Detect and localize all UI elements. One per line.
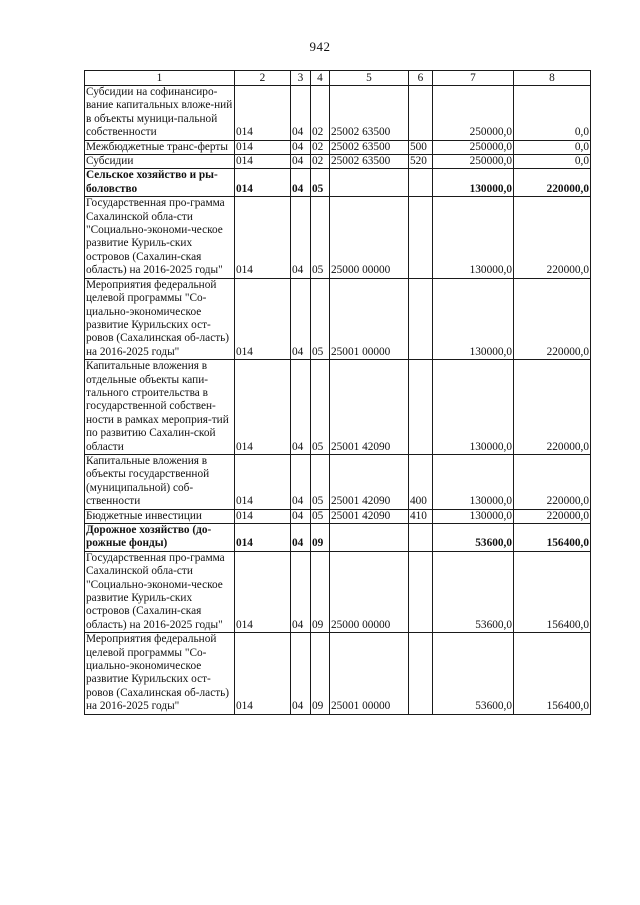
row-sum1-cell: 250000,0 <box>433 155 514 169</box>
row-pr-cell: 02 <box>311 140 330 154</box>
row-vr-cell <box>409 360 433 455</box>
row-name-cell: Межбюджетные транс-ферты <box>85 140 235 154</box>
row-sum2-cell: 156400,0 <box>514 633 591 714</box>
row-vr-cell <box>409 524 433 552</box>
row-sum2-cell: 0,0 <box>514 86 591 141</box>
row-vr-cell: 520 <box>409 155 433 169</box>
row-sum2-cell: 220000,0 <box>514 454 591 509</box>
row-gr-cell: 014 <box>235 197 291 278</box>
row-rz-cell: 04 <box>291 197 311 278</box>
row-csr-cell: 25000 00000 <box>330 551 409 632</box>
budget-table <box>84 70 591 715</box>
row-pr-cell: 09 <box>311 551 330 632</box>
row-vr-cell <box>409 169 433 197</box>
row-name-cell: Субсидии на софинансиро-вание капитальных вложе-ний в объекты муници-пальной собственности <box>85 86 235 141</box>
header-cell: 7 <box>433 71 514 86</box>
header-cell: 6 <box>409 71 433 86</box>
table-row <box>85 633 591 714</box>
row-vr-cell: 400 <box>409 454 433 509</box>
row-sum2-cell: 220000,0 <box>514 197 591 278</box>
row-sum1-cell: 130000,0 <box>433 454 514 509</box>
row-sum1-cell: 130000,0 <box>433 197 514 278</box>
row-sum1-cell: 53600,0 <box>433 633 514 714</box>
table-row <box>85 86 591 141</box>
row-csr-cell: 25002 63500 <box>330 86 409 141</box>
row-vr-cell <box>409 278 433 359</box>
row-sum2-cell: 0,0 <box>514 140 591 154</box>
row-gr-cell: 014 <box>235 360 291 455</box>
table-row <box>85 140 591 154</box>
row-sum2-cell: 156400,0 <box>514 551 591 632</box>
row-pr-cell: 09 <box>311 524 330 552</box>
row-rz-cell: 04 <box>291 551 311 632</box>
row-vr-cell <box>409 86 433 141</box>
table-row <box>85 197 591 278</box>
row-vr-cell <box>409 197 433 278</box>
row-sum1-cell: 130000,0 <box>433 509 514 523</box>
row-rz-cell: 04 <box>291 86 311 141</box>
page-number: 942 <box>309 39 331 54</box>
table-header-row <box>85 71 591 86</box>
table-row <box>85 278 591 359</box>
row-name-cell: Бюджетные инвестиции <box>85 509 235 523</box>
row-sum1-cell: 53600,0 <box>433 524 514 552</box>
row-vr-cell <box>409 551 433 632</box>
row-name-cell: Дорожное хозяйство (до-рожные фонды) <box>85 524 235 552</box>
row-sum2-cell: 0,0 <box>514 155 591 169</box>
row-pr-cell: 02 <box>311 155 330 169</box>
row-pr-cell: 09 <box>311 633 330 714</box>
row-rz-cell: 04 <box>291 454 311 509</box>
header-cell: 3 <box>291 71 311 86</box>
row-csr-cell <box>330 524 409 552</box>
row-name-cell: Мероприятия федеральной целевой программы "Со-циально-экономическое развитие Курильских ост-ровов (Сахалинская об-ласть) на 2016-2025 годы" <box>85 633 235 714</box>
row-sum1-cell: 130000,0 <box>433 360 514 455</box>
row-pr-cell: 05 <box>311 454 330 509</box>
row-gr-cell: 014 <box>235 278 291 359</box>
header-cell: 1 <box>85 71 235 86</box>
row-csr-cell: 25001 00000 <box>330 278 409 359</box>
row-sum1-cell: 53600,0 <box>433 551 514 632</box>
row-gr-cell: 014 <box>235 86 291 141</box>
table-row <box>85 155 591 169</box>
row-gr-cell: 014 <box>235 524 291 552</box>
row-gr-cell: 014 <box>235 169 291 197</box>
table-row <box>85 509 591 523</box>
row-csr-cell: 25001 42090 <box>330 454 409 509</box>
row-sum2-cell: 220000,0 <box>514 360 591 455</box>
table-row <box>85 454 591 509</box>
table-row <box>85 169 591 197</box>
row-pr-cell: 05 <box>311 509 330 523</box>
row-sum1-cell: 130000,0 <box>433 278 514 359</box>
row-name-cell: Государственная про-грамма Сахалинской обла-сти "Социально-экономи-ческое развитие Куриль-ских островов (Сахалин-ская область) на 2016-2025 годы" <box>85 551 235 632</box>
row-vr-cell: 500 <box>409 140 433 154</box>
table-row <box>85 360 591 455</box>
row-gr-cell: 014 <box>235 509 291 523</box>
row-gr-cell: 014 <box>235 551 291 632</box>
row-sum2-cell: 220000,0 <box>514 169 591 197</box>
header-cell: 8 <box>514 71 591 86</box>
row-sum2-cell: 220000,0 <box>514 278 591 359</box>
row-rz-cell: 04 <box>291 509 311 523</box>
row-rz-cell: 04 <box>291 155 311 169</box>
row-csr-cell <box>330 169 409 197</box>
row-sum1-cell: 250000,0 <box>433 86 514 141</box>
row-rz-cell: 04 <box>291 360 311 455</box>
row-pr-cell: 05 <box>311 360 330 455</box>
header-cell: 4 <box>311 71 330 86</box>
row-rz-cell: 04 <box>291 140 311 154</box>
row-vr-cell <box>409 633 433 714</box>
row-sum1-cell: 130000,0 <box>433 169 514 197</box>
row-pr-cell: 05 <box>311 169 330 197</box>
table-row <box>85 524 591 552</box>
row-pr-cell: 02 <box>311 86 330 141</box>
row-gr-cell: 014 <box>235 155 291 169</box>
row-gr-cell: 014 <box>235 140 291 154</box>
row-sum1-cell: 250000,0 <box>433 140 514 154</box>
row-name-cell: Капитальные вложения в объекты государственной (муниципальной) соб-ственности <box>85 454 235 509</box>
row-rz-cell: 04 <box>291 524 311 552</box>
row-pr-cell: 05 <box>311 197 330 278</box>
row-rz-cell: 04 <box>291 633 311 714</box>
row-rz-cell: 04 <box>291 278 311 359</box>
row-csr-cell: 25000 00000 <box>330 197 409 278</box>
row-gr-cell: 014 <box>235 454 291 509</box>
row-rz-cell: 04 <box>291 169 311 197</box>
table-row <box>85 551 591 632</box>
row-csr-cell: 25002 63500 <box>330 155 409 169</box>
row-pr-cell: 05 <box>311 278 330 359</box>
row-vr-cell: 410 <box>409 509 433 523</box>
row-sum2-cell: 156400,0 <box>514 524 591 552</box>
row-csr-cell: 25001 42090 <box>330 360 409 455</box>
row-name-cell: Капитальные вложения в отдельные объекты капи-тального строительства в государственной собствен-ности в рамках мероприя-тий по развитию Сахалин-ской области <box>85 360 235 455</box>
row-name-cell: Государственная про-грамма Сахалинской обла-сти "Социально-экономи-ческое развитие Куриль-ских островов (Сахалин-ская область) на 2016-2025 годы" <box>85 197 235 278</box>
row-csr-cell: 25001 42090 <box>330 509 409 523</box>
row-csr-cell: 25002 63500 <box>330 140 409 154</box>
row-sum2-cell: 220000,0 <box>514 509 591 523</box>
row-name-cell: Сельское хозяйство и ры-боловство <box>85 169 235 197</box>
row-gr-cell: 014 <box>235 633 291 714</box>
header-cell: 5 <box>330 71 409 86</box>
row-name-cell: Мероприятия федеральной целевой программы "Со-циально-экономическое развитие Курильских ост-ровов (Сахалинская об-ласть) на 2016-2025 годы" <box>85 278 235 359</box>
row-name-cell: Субсидии <box>85 155 235 169</box>
row-csr-cell: 25001 00000 <box>330 633 409 714</box>
header-cell: 2 <box>235 71 291 86</box>
